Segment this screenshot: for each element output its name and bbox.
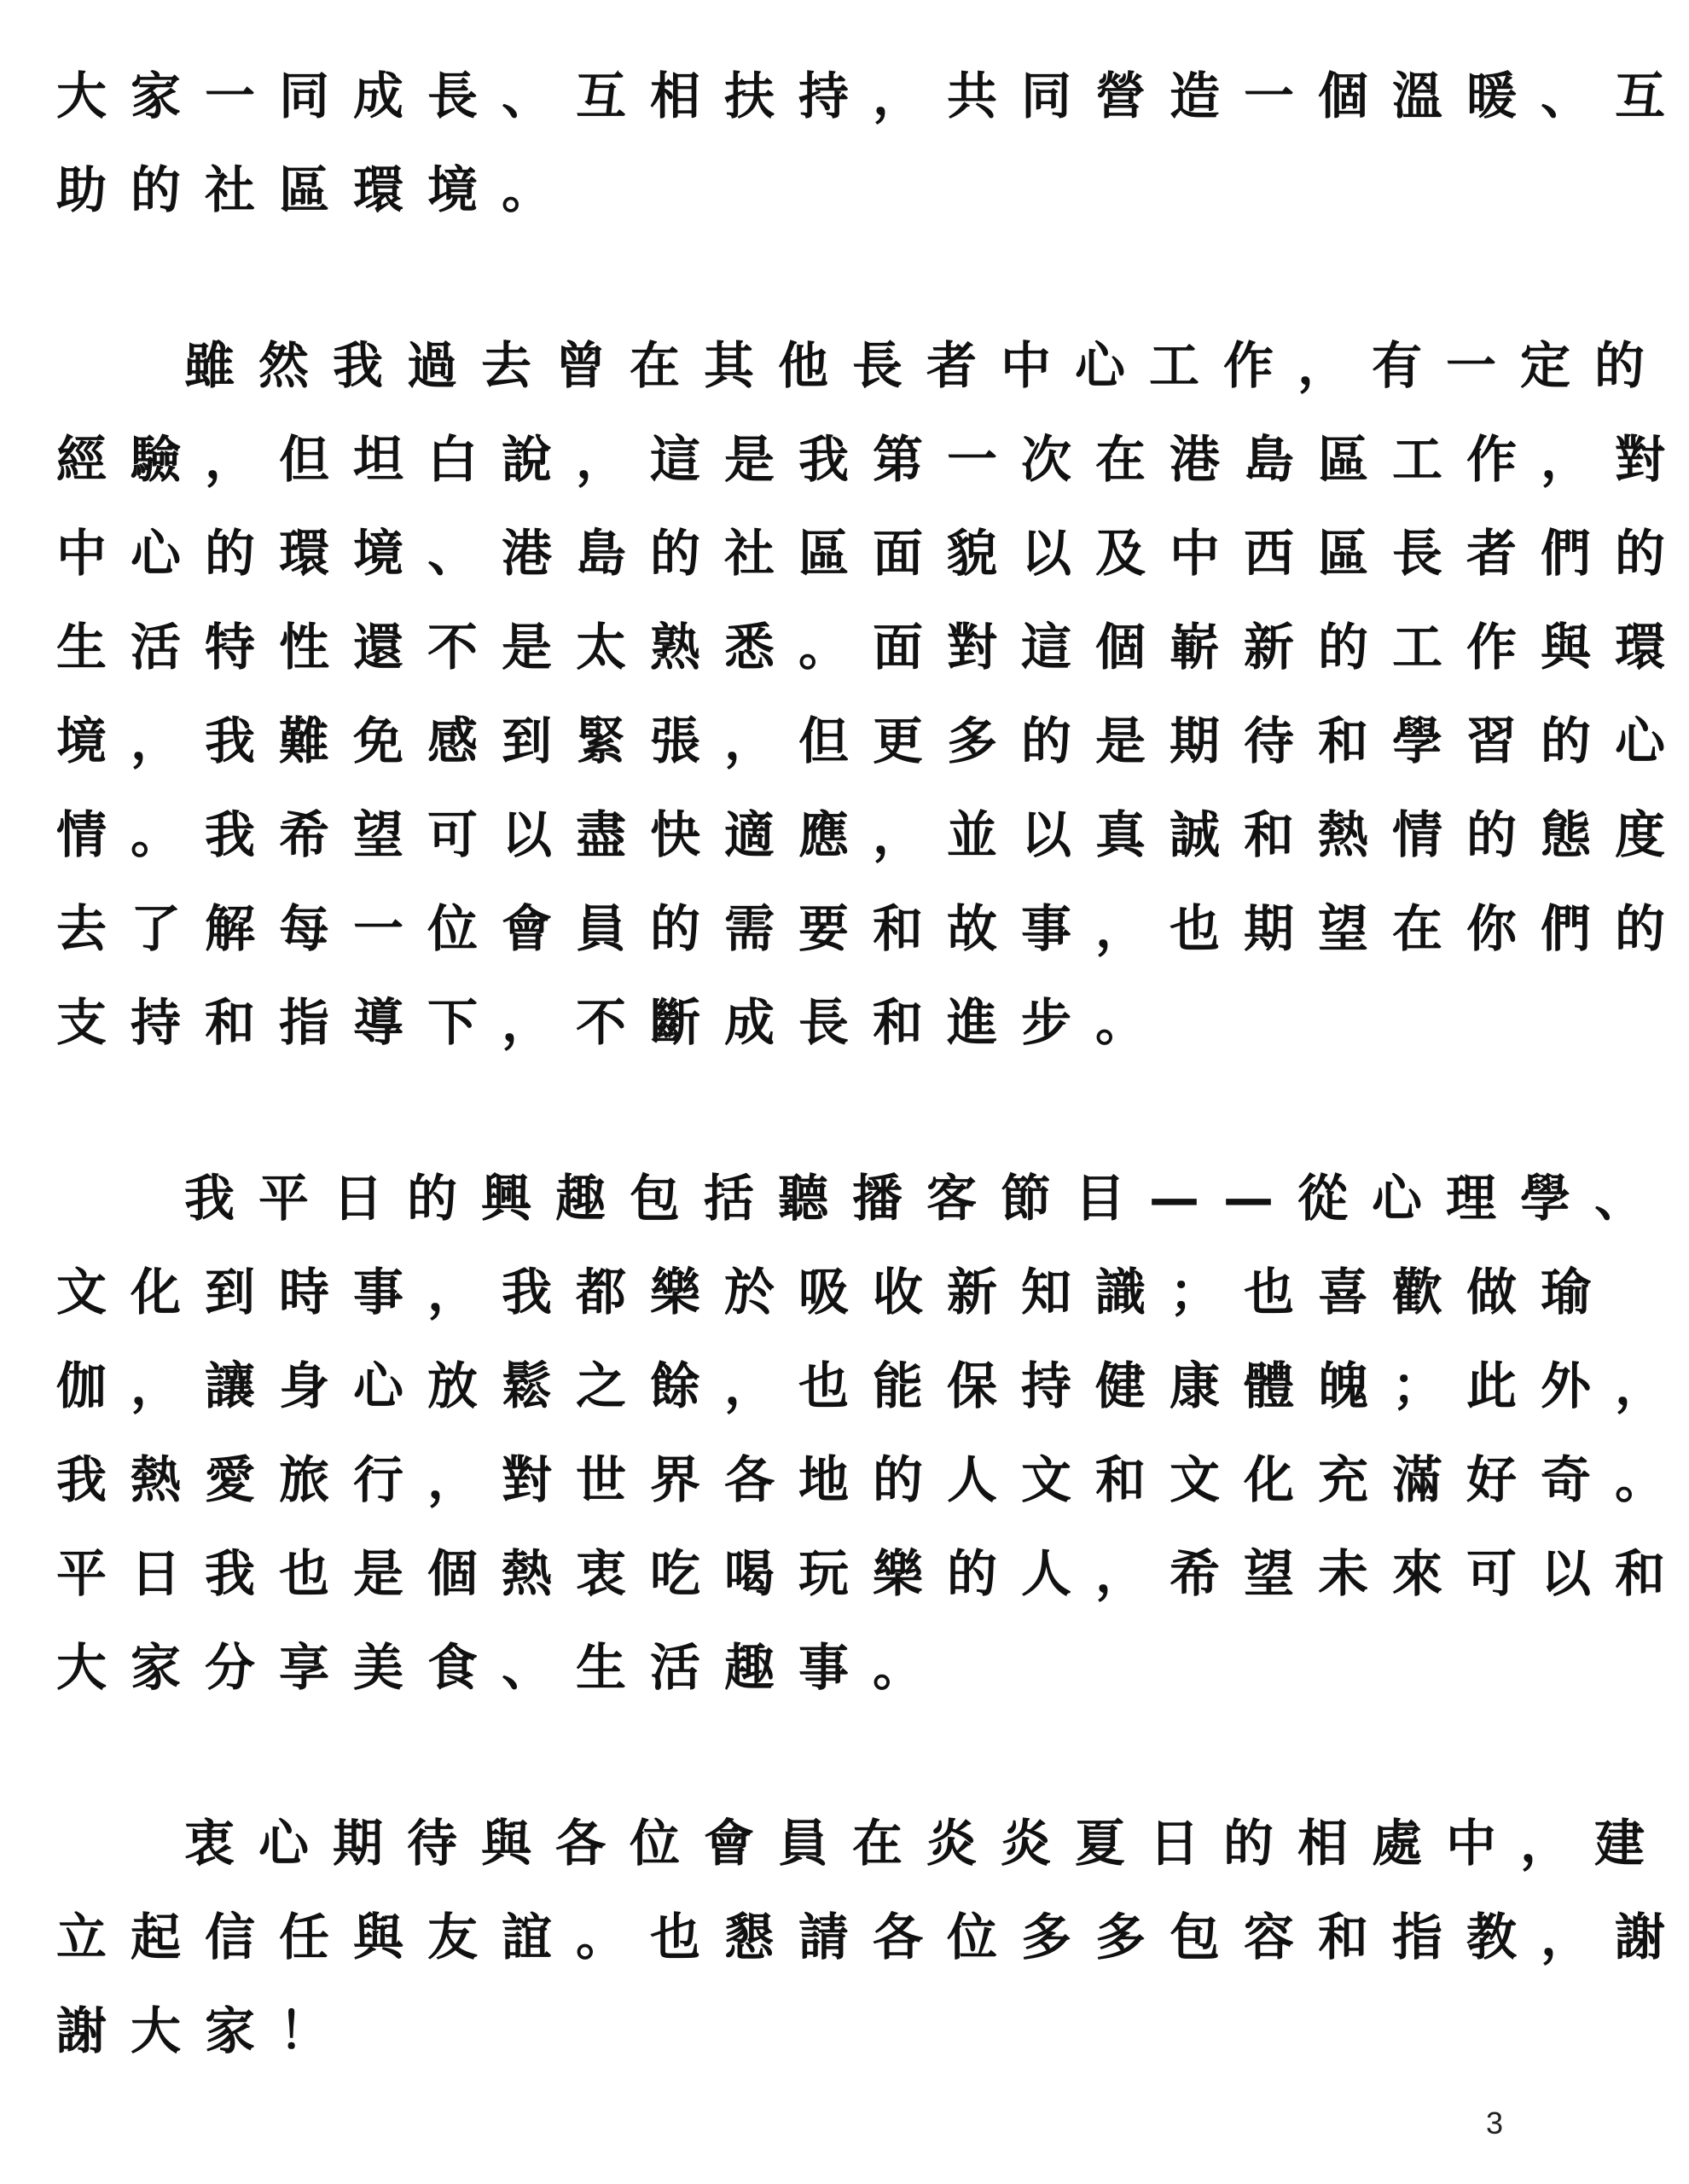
text-line: 立起信任與友誼。也懇請各位多多包容和指教，謝 <box>56 1908 1689 1966</box>
text-line: 去了解每一位會員的需要和故事，也期望在你們的 <box>56 899 1689 958</box>
text-line: 雖然我過去曾在其他長者中心工作，有一定的 <box>184 336 1669 395</box>
text-line: 情。我希望可以盡快適應，並以真誠和熱情的態度 <box>56 805 1689 864</box>
text-line: 伽，讓身心放鬆之餘，也能保持健康體魄；此外， <box>56 1356 1689 1415</box>
text-line: 境，我難免感到緊張，但更多的是期待和學習的心 <box>56 712 1689 770</box>
text-line: 助的社區環境。 <box>56 160 577 219</box>
page-number: 3 <box>1485 2106 1503 2140</box>
text-line: 我熱愛旅行，對世界各地的人文和文化充滿好奇。 <box>56 1450 1689 1509</box>
text-line: 支持和指導下，不斷成長和進步。 <box>56 993 1170 1052</box>
paragraph <box>56 1152 1689 1715</box>
text-line: 中心的環境、港島的社區面貌以及中西區長者們的 <box>56 524 1689 583</box>
text-line: 文化到時事，我都樂於吸收新知識；也喜歡做瑜 <box>56 1263 1616 1321</box>
text-line: 大家分享美食、生活趣事。 <box>56 1638 948 1697</box>
paragraph <box>56 49 1689 237</box>
text-line: 大家一同成長、互相扶持，共同營造一個溫暖、互 <box>56 67 1689 125</box>
paragraph-gap <box>56 1070 1498 1152</box>
text-line: 我平日的興趣包括聽播客節目——從心理學、 <box>184 1169 1669 1228</box>
paragraph-gap <box>56 1715 1498 1797</box>
text-line: 經驗，但坦白說，這是我第一次在港島區工作，對 <box>56 430 1689 489</box>
text-line: 衷心期待與各位會員在炎炎夏日的相處中，建 <box>184 1814 1669 1873</box>
text-line: 生活特性還不是太熟悉。面對這個嶄新的工作與環 <box>56 618 1689 677</box>
text-line: 謝大家！ <box>56 2001 354 2060</box>
text-line: 平日我也是個熱衷吃喝玩樂的人，希望未來可以和 <box>56 1544 1689 1603</box>
paragraph-gap <box>56 237 1498 319</box>
body-text <box>56 49 1689 2078</box>
paragraph <box>56 1797 1689 2078</box>
paragraph <box>56 319 1689 1070</box>
